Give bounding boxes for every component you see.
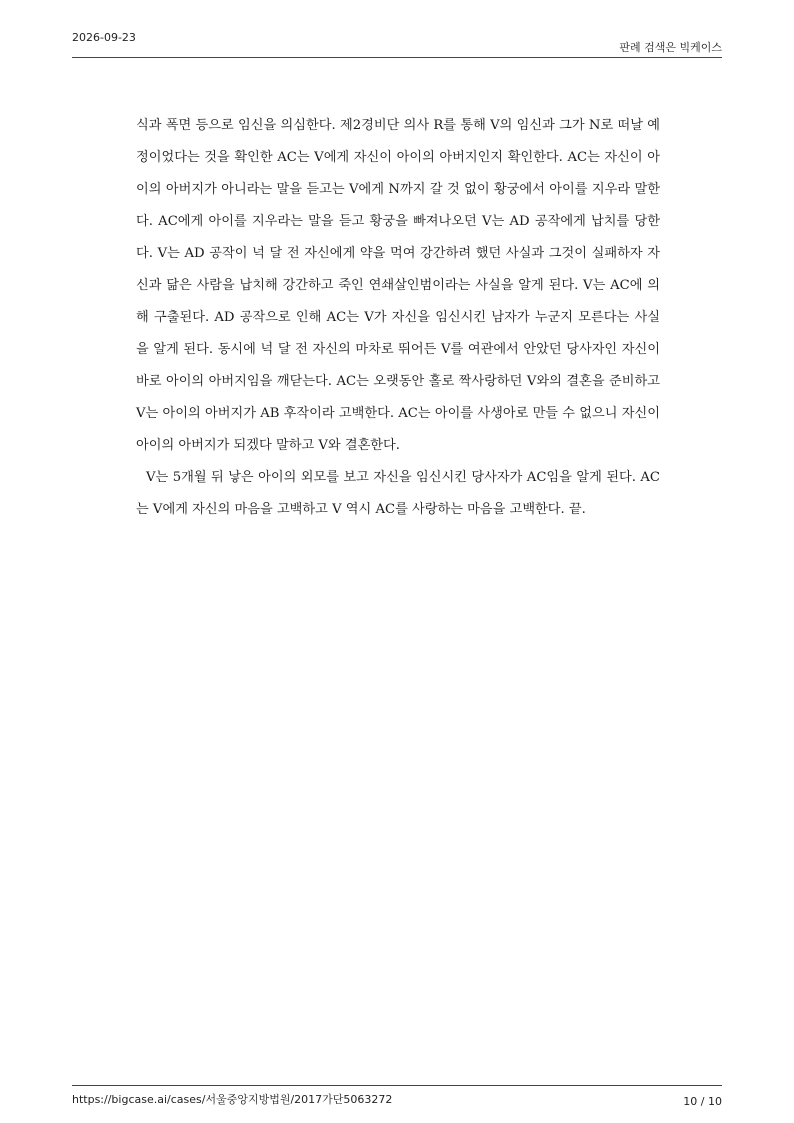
print-date: 2026-09-23 bbox=[72, 31, 136, 44]
page-number: 10 / 10 bbox=[683, 1095, 722, 1108]
paragraph-2: V는 5개월 뒤 낳은 아이의 외모를 보고 자신을 임신시킨 당사자가 AC임을 알게 된다. AC는 V에게 자신의 마음을 고백하고 V 역시 AC를 사랑하는 마음을 고백한다. 끝. bbox=[136, 470, 660, 517]
footer-divider bbox=[72, 1085, 722, 1086]
paragraph-1: 식과 폭면 등으로 임신을 의심한다. 제2경비단 의사 R를 통해 V의 임신과 그가 N로 떠날 예정이었다는 것을 확인한 AC는 V에게 자신이 아이의 아버지인지 확인한다. AC는 자신이 아이의 아버지가 아니라는 말을 듣고는 V에게 N까지 갈 것 없이 황궁에서 아이를 지우라 말한다. AC에게 아이를 지우라는 말을 듣고 황궁을 빠져나오던 V는 AD 공작에게 납치를 당한다. V는 AD 공작이 넉 달 전 자신에게 약을 먹여 강간하려 했던 사실과 그것이 실패하자 자신과 닮은 사람을 납치해 강간하고 죽인 연쇄살인범이라는 사실을 알게 된다. V는 AC에 의해 구출된다. AD 공작으로 인해 AC는 V가 자신을 임신시킨 남자가 누군지 모른다는 사실을 알게 된다. 동시에 넉 달 전 자신의 마차로 뛰어든 V를 여관에서 안았던 당사자인 자신이 바로 아이의 아버지임을 깨닫는다. AC는 오랫동안 홀로 짝사랑하던 V와의 결혼을 준비하고 V는 아이의 아버지가 AB 후작이라 고백한다. AC는 아이를 사생아로 만들 수 없으니 자신이 아이의 아버지가 되겠다 말하고 V와 결혼한다. bbox=[136, 118, 660, 453]
source-url-link[interactable]: https://bigcase.ai/cases/서울중앙지방법원/2017가단5063272 bbox=[72, 1093, 393, 1106]
header-divider bbox=[72, 57, 722, 58]
site-title: 판례 검색은 빅케이스 bbox=[619, 41, 722, 54]
document-body bbox=[136, 110, 660, 526]
